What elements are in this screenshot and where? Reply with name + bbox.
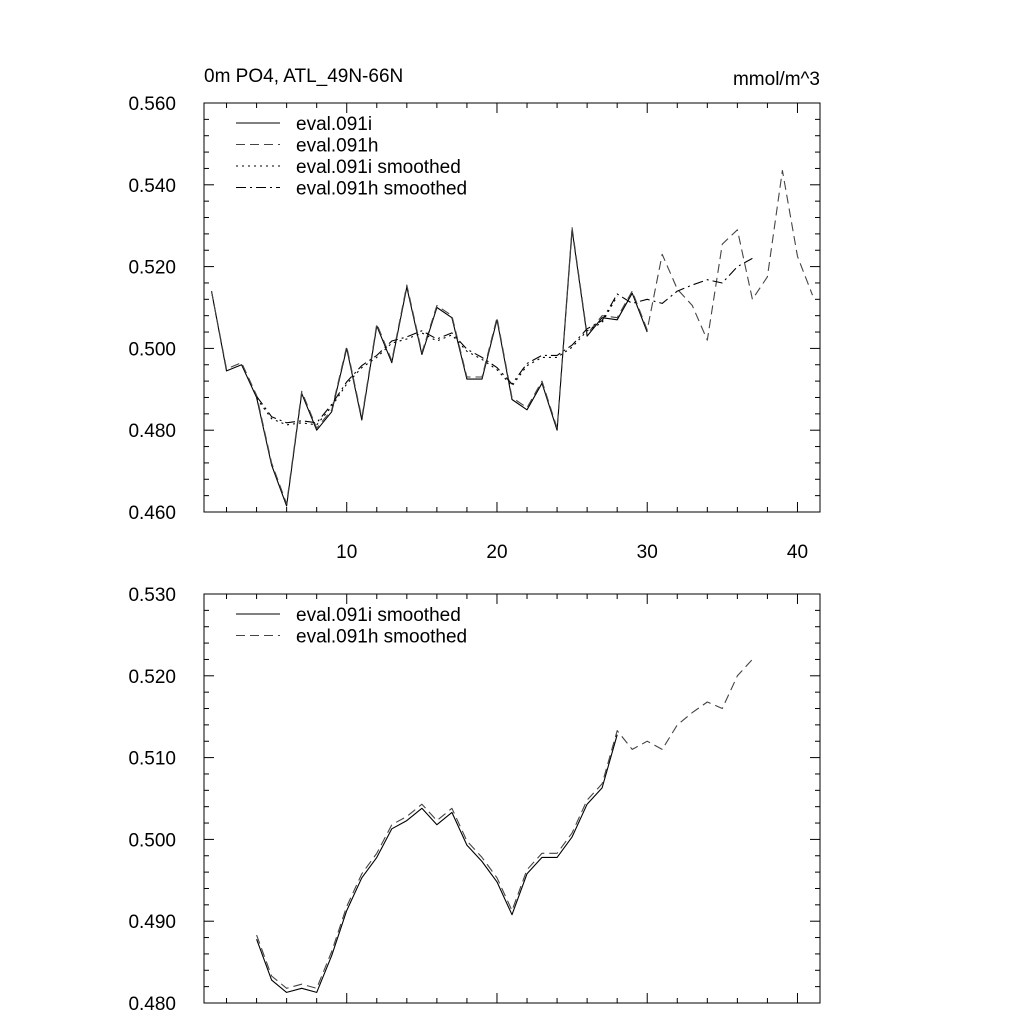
y-tick-label: 0.490 — [128, 912, 176, 934]
plot-frame — [204, 594, 820, 1003]
x-tick-label: 10 — [336, 542, 358, 563]
legend-label: eval.091h smoothed — [296, 178, 468, 200]
series-line — [212, 230, 648, 506]
y-tick-label: 0.460 — [128, 503, 176, 524]
units-label: mmol/m^3 — [732, 69, 820, 90]
y-tick-label: 0.560 — [128, 94, 176, 115]
legend-label: eval.091i smoothed — [296, 605, 461, 626]
y-tick-label: 0.480 — [128, 421, 176, 443]
series-line — [212, 171, 813, 504]
series-line — [257, 735, 618, 993]
legend-label: eval.091h — [296, 135, 379, 157]
y-tick-label: 0.480 — [128, 994, 176, 1015]
top-panel — [128, 94, 820, 563]
chart-title: 0m PO4, ATL_49N-66N — [204, 66, 404, 87]
y-tick-label: 0.500 — [128, 339, 176, 361]
y-tick-label: 0.530 — [128, 585, 176, 606]
x-tick-label: 30 — [636, 542, 658, 563]
series-line — [257, 296, 618, 425]
y-tick-label: 0.520 — [128, 257, 176, 279]
y-tick-label: 0.510 — [128, 748, 176, 770]
y-tick-label: 0.500 — [128, 830, 176, 852]
series-line — [257, 659, 753, 988]
legend-label: eval.091h smoothed — [296, 626, 468, 648]
series-line — [257, 258, 753, 422]
legend-label: eval.091i smoothed — [296, 157, 461, 178]
bottom-panel — [128, 585, 820, 1015]
x-tick-label: 20 — [486, 542, 508, 563]
y-tick-label: 0.540 — [128, 175, 176, 197]
legend-label: eval.091i — [296, 114, 373, 135]
x-tick-label: 40 — [786, 542, 809, 563]
y-tick-label: 0.520 — [128, 666, 176, 688]
